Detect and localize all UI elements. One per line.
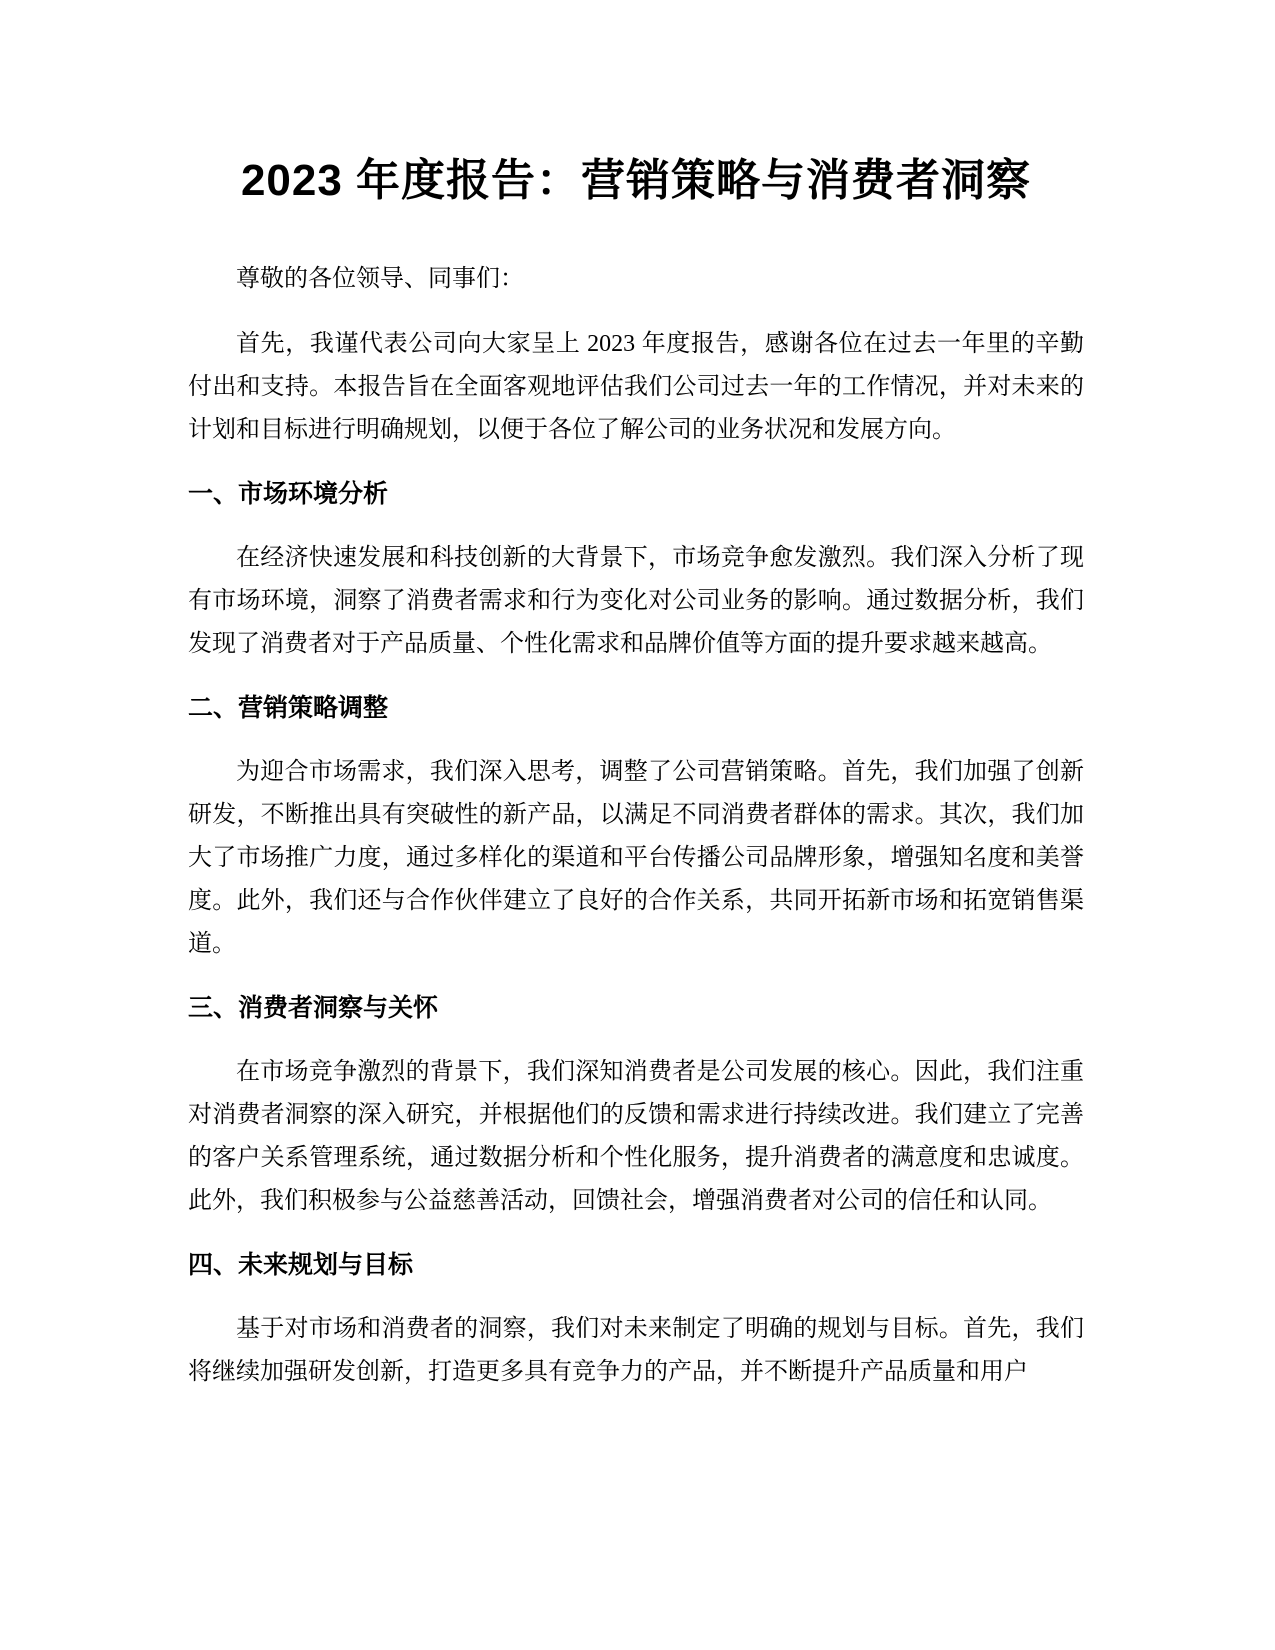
section-heading-consumer: 三、消费者洞察与关怀	[188, 994, 439, 1022]
section-heading-future: 四、未来规划与目标	[188, 1251, 414, 1279]
section-body-future: 基于对市场和消费者的洞察，我们对未来制定了明确的规划与目标。首先，我们将继续加强研发创新，打造更多具有竞争力的产品，并不断提升产品质量和用户	[188, 1316, 1084, 1385]
section-body-consumer: 在市场竞争激烈的背景下，我们深知消费者是公司发展的核心。因此，我们注重对消费者洞察的深入研究，并根据他们的反馈和需求进行持续改进。我们建立了完善的客户关系管理系统，通过数据分析和个性化服务，提升消费者的满意度和忠诚度。此外，我们积极参与公益慈善活动，回馈社会，增强消费者对公司的信任和认同。	[188, 1059, 1084, 1214]
section-heading-strategy: 二、营销策略调整	[188, 694, 389, 722]
section-body-strategy: 为迎合市场需求，我们深入思考，调整了公司营销策略。首先，我们加强了创新研发，不断推出具有突破性的新产品，以满足不同消费者群体的需求。其次，我们加大了市场推广力度，通过多样化的渠道和平台传播公司品牌形象，增强知名度和美誉度。此外，我们还与合作伙伴建立了良好的合作关系，共同开拓新市场和拓宽销售渠道。	[188, 759, 1084, 957]
intro-paragraph: 首先，我谨代表公司向大家呈上 2023 年度报告，感谢各位在过去一年里的辛勤付出和支持。本报告旨在全面客观地评估我们公司过去一年的工作情况，并对未来的计划和目标进行明确规划，以便于各位了解公司的业务状况和发展方向。	[188, 331, 1084, 443]
document-title: 2023 年度报告：营销策略与消费者洞察	[240, 156, 1032, 205]
greeting-paragraph: 尊敬的各位领导、同事们：	[236, 266, 524, 292]
section-body-market: 在经济快速发展和科技创新的大背景下，市场竞争愈发激烈。我们深入分析了现有市场环境，洞察了消费者需求和行为变化对公司业务的影响。通过数据分析，我们发现了消费者对于产品质量、个性化需求和品牌价值等方面的提升要求越来越高。	[188, 545, 1084, 657]
section-heading-market: 一、市场环境分析	[188, 480, 389, 508]
